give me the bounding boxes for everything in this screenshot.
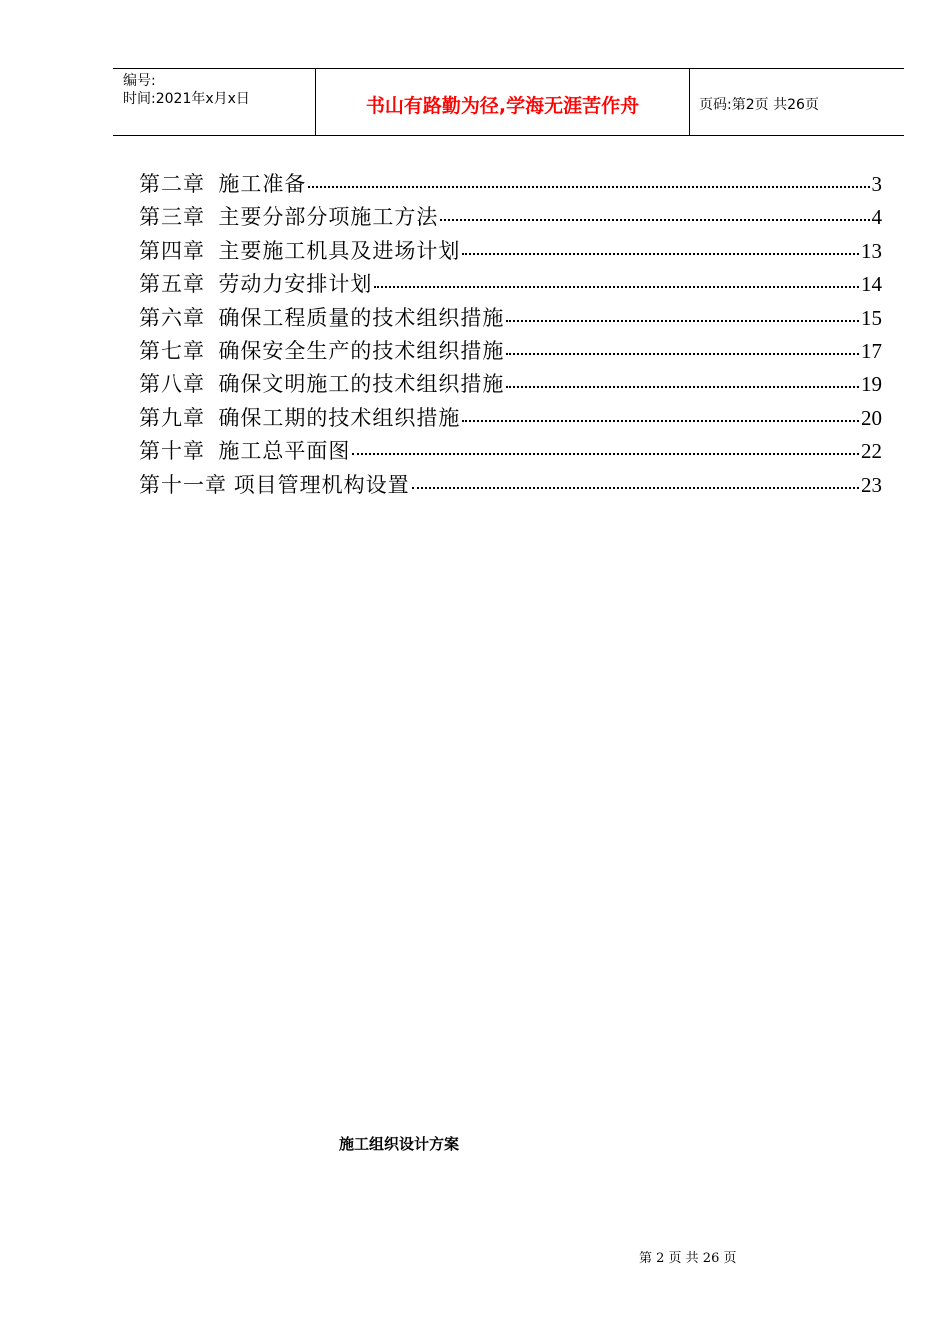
toc-entry[interactable] [139, 335, 882, 368]
toc-chapter-title: 主要施工机具及进场计划 [218, 238, 461, 263]
toc-chapter-title: 确保安全生产的技术组织措施 [218, 338, 505, 363]
toc-chapter-number: 第十一章 [139, 472, 227, 497]
toc-dot-leader [412, 485, 859, 489]
page-footer: 第 2 页 共 26 页 [639, 1251, 737, 1266]
toc-page-number: 3 [871, 172, 882, 196]
toc-page-number: 4 [871, 205, 882, 230]
toc-chapter-title: 主要分部分项施工方法 [218, 205, 439, 230]
header-page-cell [690, 69, 904, 135]
toc-dot-leader [506, 351, 859, 355]
toc-page-number: 13 [861, 238, 882, 263]
toc-page-number: 22 [861, 439, 882, 464]
toc-entry[interactable] [139, 368, 882, 401]
toc-dot-leader [352, 451, 859, 455]
page-header [113, 68, 904, 136]
toc-dot-leader [462, 251, 859, 255]
toc-entry[interactable] [139, 469, 882, 502]
toc-entry[interactable] [139, 201, 882, 234]
toc-chapter-number: 第七章 [139, 338, 205, 363]
table-of-contents [139, 168, 882, 502]
toc-dot-leader [308, 184, 869, 188]
toc-chapter-number: 第六章 [139, 305, 205, 330]
toc-chapter-title: 确保文明施工的技术组织措施 [218, 372, 505, 397]
toc-entry[interactable] [139, 235, 882, 268]
page-info: 页码:第2页 共26页 [699, 97, 819, 113]
toc-dot-leader [462, 418, 859, 422]
toc-entry[interactable] [139, 268, 882, 301]
toc-dot-leader [506, 318, 859, 322]
toc-chapter-title: 劳动力安排计划 [218, 272, 373, 297]
toc-page-number: 19 [861, 372, 882, 397]
toc-entry[interactable] [139, 302, 882, 335]
toc-chapter-number: 第十章 [139, 439, 205, 464]
toc-chapter-number: 第四章 [139, 238, 205, 263]
toc-chapter-title: 施工总平面图 [218, 439, 351, 464]
serial-label: 编号: [123, 73, 156, 89]
motto-text: 书山有路勤为径,学海无涯苦作舟 [365, 95, 640, 117]
toc-page-number: 15 [861, 305, 882, 330]
toc-chapter-number: 第三章 [139, 205, 205, 230]
toc-chapter-title: 项目管理机构设置 [233, 472, 410, 497]
toc-chapter-number: 第二章 [139, 172, 205, 196]
toc-chapter-number: 第八章 [139, 372, 205, 397]
toc-chapter-title: 确保工程质量的技术组织措施 [218, 305, 505, 330]
header-meta-cell [113, 69, 316, 135]
document-title: 施工组织设计方案 [339, 1135, 460, 1153]
toc-dot-leader [506, 384, 859, 388]
toc-chapter-title: 确保工期的技术组织措施 [218, 405, 461, 430]
toc-entry[interactable] [139, 168, 882, 201]
toc-page-number: 17 [861, 338, 882, 363]
toc-entry[interactable] [139, 402, 882, 435]
toc-dot-leader [374, 284, 859, 288]
header-motto-cell [316, 69, 690, 135]
toc-page-number: 23 [861, 472, 882, 497]
toc-chapter-number: 第五章 [139, 272, 205, 297]
toc-chapter-title: 施工准备 [218, 172, 307, 196]
time-label: 时间:2021年x月x日 [123, 91, 250, 107]
toc-page-number: 14 [861, 272, 882, 297]
toc-entry[interactable] [139, 435, 882, 468]
toc-page-number: 20 [861, 405, 882, 430]
toc-dot-leader [440, 217, 869, 221]
toc-chapter-number: 第九章 [139, 405, 205, 430]
